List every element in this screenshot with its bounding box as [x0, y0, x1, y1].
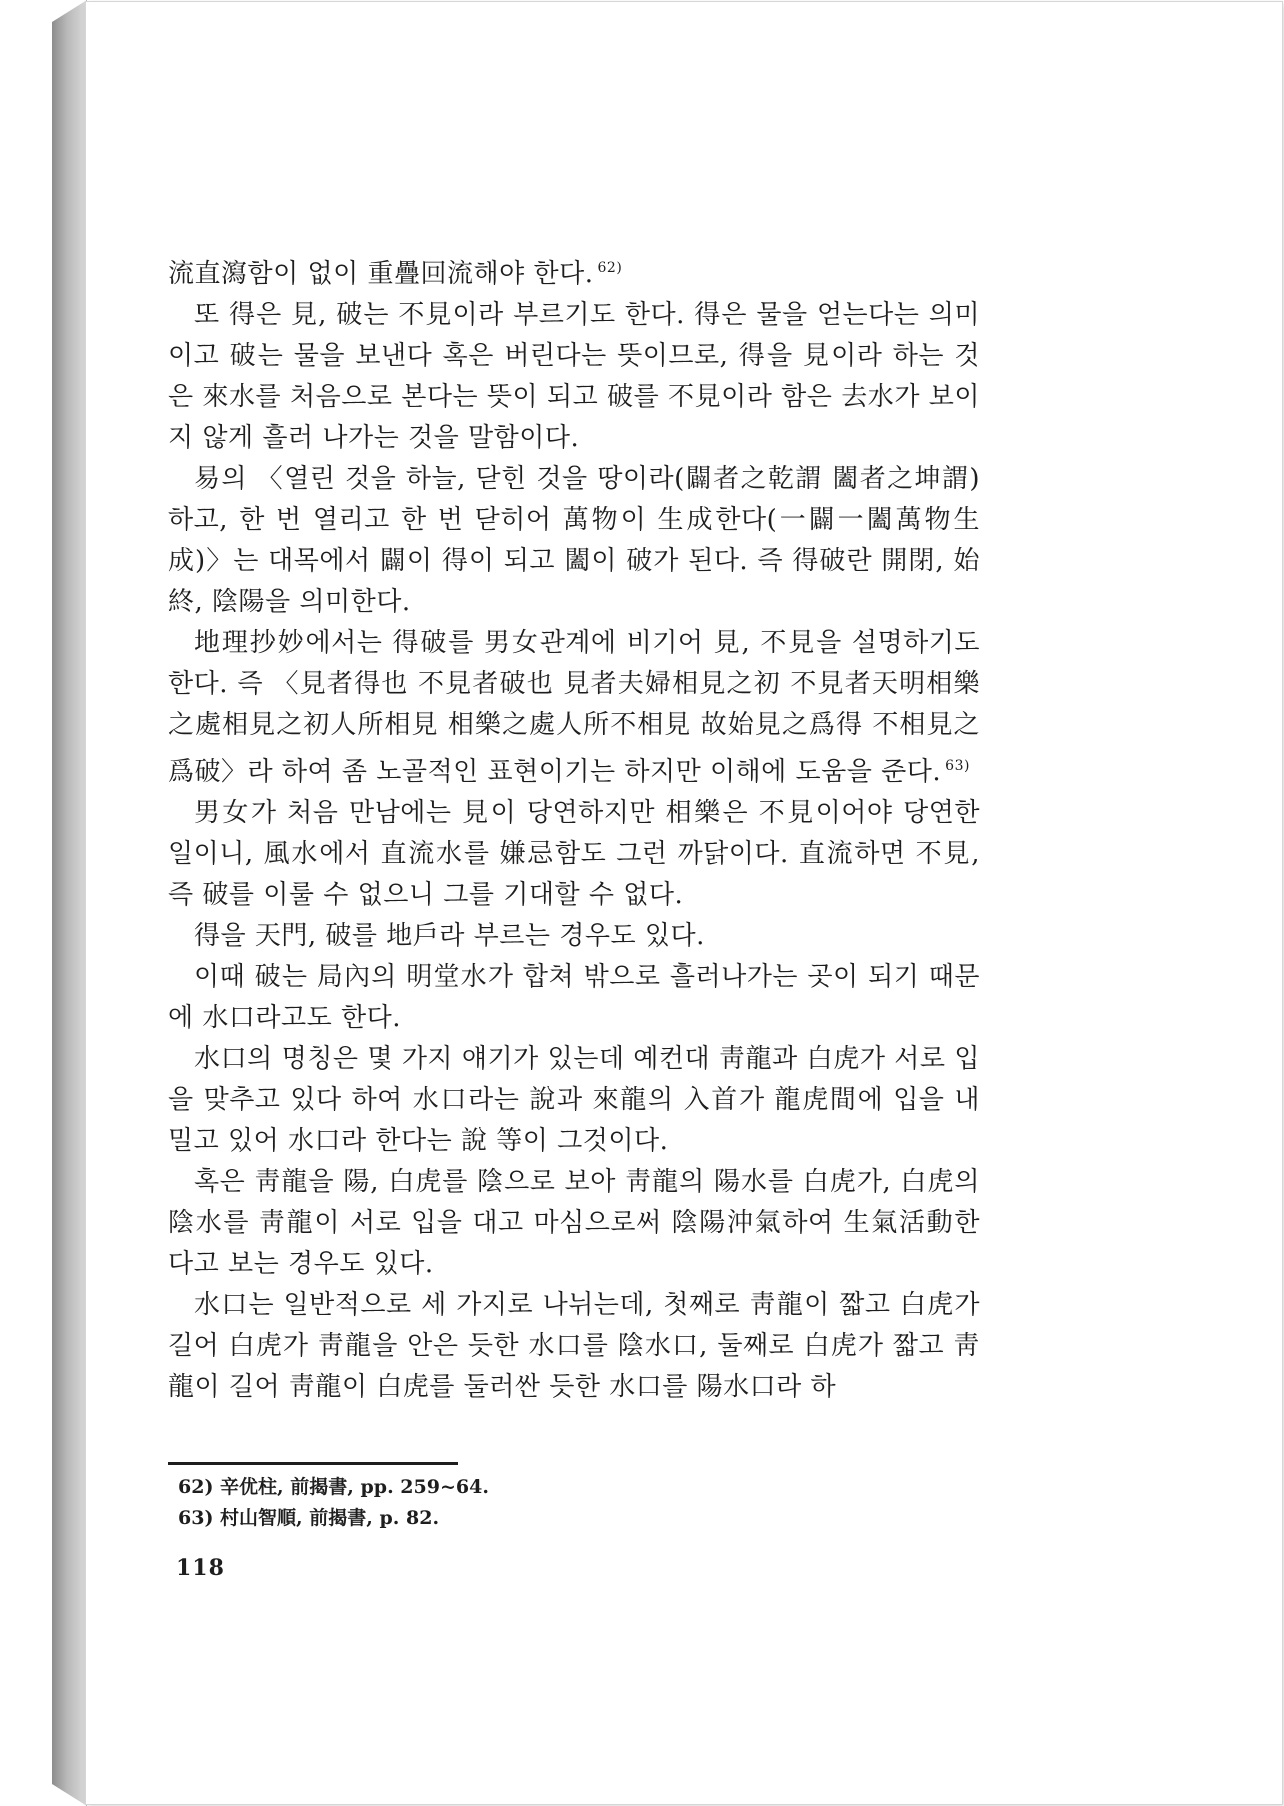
- footnote: 62) 辛优柱, 前揭書, pp. 259~64.: [178, 1476, 489, 1498]
- paragraph: 水口는 일반적으로 세 가지로 나뉘는데, 첫째로 靑龍이 짧고 白虎가 길어 白虎가 靑龍을 안은 듯한 水口를 陰水口, 둘째로 白虎가 짧고 靑龍이 길어 靑龍이 白虎를 둘러싼 듯한 水口를 陽水口라 하: [168, 1290, 980, 1402]
- paragraph: 水口의 명칭은 몇 가지 얘기가 있는데 예컨대 靑龍과 白虎가 서로 입을 맞추고 있다 하여 水口라는 說과 來龍의 入首가 龍虎間에 입을 내밀고 있어 水口라 한다는 說 等이 그것이다.: [168, 1044, 980, 1156]
- footnote-ref[interactable]: 62): [597, 260, 623, 276]
- paragraph: 또 得은 見, 破는 不見이라 부르기도 한다. 得은 물을 얻는다는 의미이고 破는 물을 보낸다 혹은 버린다는 뜻이므로, 得을 見이라 하는 것은 來水를 처음으로 본다는 뜻이 되고 破를 不見이라 함은 去水가 보이지 않게 흘러 나가는 것을 말함이다.: [168, 300, 980, 453]
- paragraph: 得을 天門, 破를 地戶라 부르는 경우도 있다.: [194, 921, 705, 951]
- footnote-ref[interactable]: 63): [945, 758, 970, 774]
- footnote: 63) 村山智順, 前揭書, p. 82.: [178, 1507, 440, 1529]
- paragraph: 男女가 처음 만남에는 見이 당연하지만 相樂은 不見이어야 당연한 일이니, 風水에서 直流水를 嫌忌함도 그런 까닭이다. 直流하면 不見, 즉 破를 이룰 수 없으니 그를 기대할 수 없다.: [168, 798, 980, 910]
- body-text: [168, 248, 980, 1408]
- page-number: 118: [176, 1555, 225, 1581]
- paragraph: 易의 〈열린 것을 하늘, 닫힌 것을 땅이라(闢者之乾謂 闔者之坤謂) 하고, 한 번 열리고 한 번 닫히어 萬物이 生成한다(一闢一闔萬物生成)〉는 대목에서 闢이 得이 되고 闔이 破가 된다. 즉 得破란 開閉, 始終, 陰陽을 의미한다.: [168, 464, 980, 617]
- book-spine: [52, 0, 87, 1806]
- footnotes: [178, 1472, 878, 1534]
- paragraph: 地理抄妙에서는 得破를 男女관계에 비기어 見, 不見을 설명하기도 한다. 즉 〈見者得也 不見者破也 見者夫婦相見之初 不見者天明相樂之處相見之初人所相見 相樂之處人所不相見 故始見之爲得 不相見之爲破〉라 하여 좀 노골적인 표현이기는 하지만 이해에 도움을 준다. $^{63)}$: [168, 628, 980, 787]
- paragraph: 혹은 靑龍을 陽, 白虎를 陰으로 보아 靑龍의 陽水를 白虎가, 白虎의 陰水를 靑龍이 서로 입을 대고 마심으로써 陰陽沖氣하여 生氣活動한다고 보는 경우도 있다.: [168, 1167, 980, 1279]
- paragraph: 이때 破는 局內의 明堂水가 합쳐 밖으로 흘러나가는 곳이 되기 때문에 水口라고도 한다.: [168, 962, 980, 1033]
- footnote-divider: [168, 1462, 458, 1465]
- paragraph: 流直瀉함이 없이 重疊回流해야 한다. $^{62)}$: [168, 259, 623, 289]
